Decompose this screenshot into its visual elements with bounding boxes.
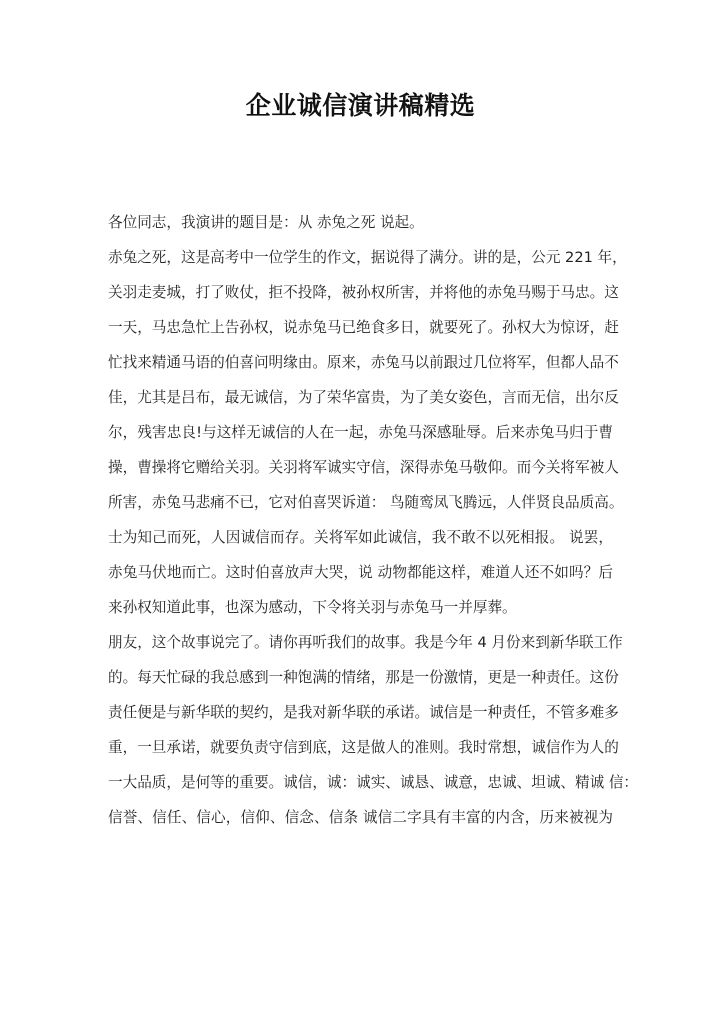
text-line: 一天，马忠急忙上告孙权，说赤兔马已绝食多日，就要死了。孙权大为惊讶，赶 [108, 319, 619, 336]
text-line: 来孙权知道此事，也深为感动，下令将关羽与赤兔马一并厚葬。 [108, 599, 517, 616]
text-line: 各位同志，我演讲的题目是：从 赤兔之死 说起。 [108, 214, 424, 231]
text-line: 赤兔之死，这是高考中一位学生的作文，据说得了满分。讲的是，公元 221 年， [108, 249, 627, 266]
text-line: 佳，尤其是吕布，最无诚信，为了荣华富贵，为了美女姿色，言而无信，出尔反 [108, 389, 619, 406]
text-line: 关羽走麦城，打了败仗，拒不投降，被孙权所害，并将他的赤兔马赐于马忠。这 [108, 284, 619, 301]
text-line: 操，曹操将它赠给关羽。关羽将军诚实守信，深得赤兔马敬仰。而今关将军被人 [108, 459, 619, 476]
text-line: 一大品质，是何等的重要。诚信，诚：诚实、诚恳、诚意，忠诚、坦诚、精诚 信： [108, 774, 639, 791]
text-line: 尔，残害忠良!与这样无诚信的人在一起，赤兔马深感耻辱。后来赤兔马归于曹 [108, 424, 613, 441]
document-body [108, 205, 639, 835]
text-line: 重，一旦承诺，就要负责守信到底，这是做人的准则。我时常想，诚信作为人的 [108, 739, 619, 756]
text-line: 忙找来精通马语的伯喜问明缘由。原来，赤兔马以前跟过几位将军，但都人品不 [108, 354, 619, 371]
text-line: 责任便是与新华联的契约，是我对新华联的承诺。诚信是一种责任，不管多难多 [108, 704, 619, 721]
text-line: 信誉、信任、信心，信仰、信念、信条 诚信二字具有丰富的内含，历来被视为 [108, 809, 613, 826]
text-line: 朋友，这个故事说完了。请你再听我们的故事。我是今年 4 月份来到新华联工作 [108, 634, 623, 651]
document-title: 企业诚信演讲稿精选 [245, 91, 476, 120]
text-line: 的。每天忙碌的我总感到一种饱满的情绪，那是一份激情，更是一种责任。这份 [108, 669, 619, 686]
text-line: 所害，赤兔马悲痛不已，它对伯喜哭诉道： 鸟随鸾凤飞腾远，人伴贤良品质高。 [108, 494, 624, 511]
text-line: 赤兔马伏地而亡。这时伯喜放声大哭，说 动物都能这样，难道人还不如吗？后 [108, 564, 613, 581]
text-line: 士为知己而死，人因诚信而存。关将军如此诚信，我不敢不以死相报。 说罢， [108, 529, 613, 546]
